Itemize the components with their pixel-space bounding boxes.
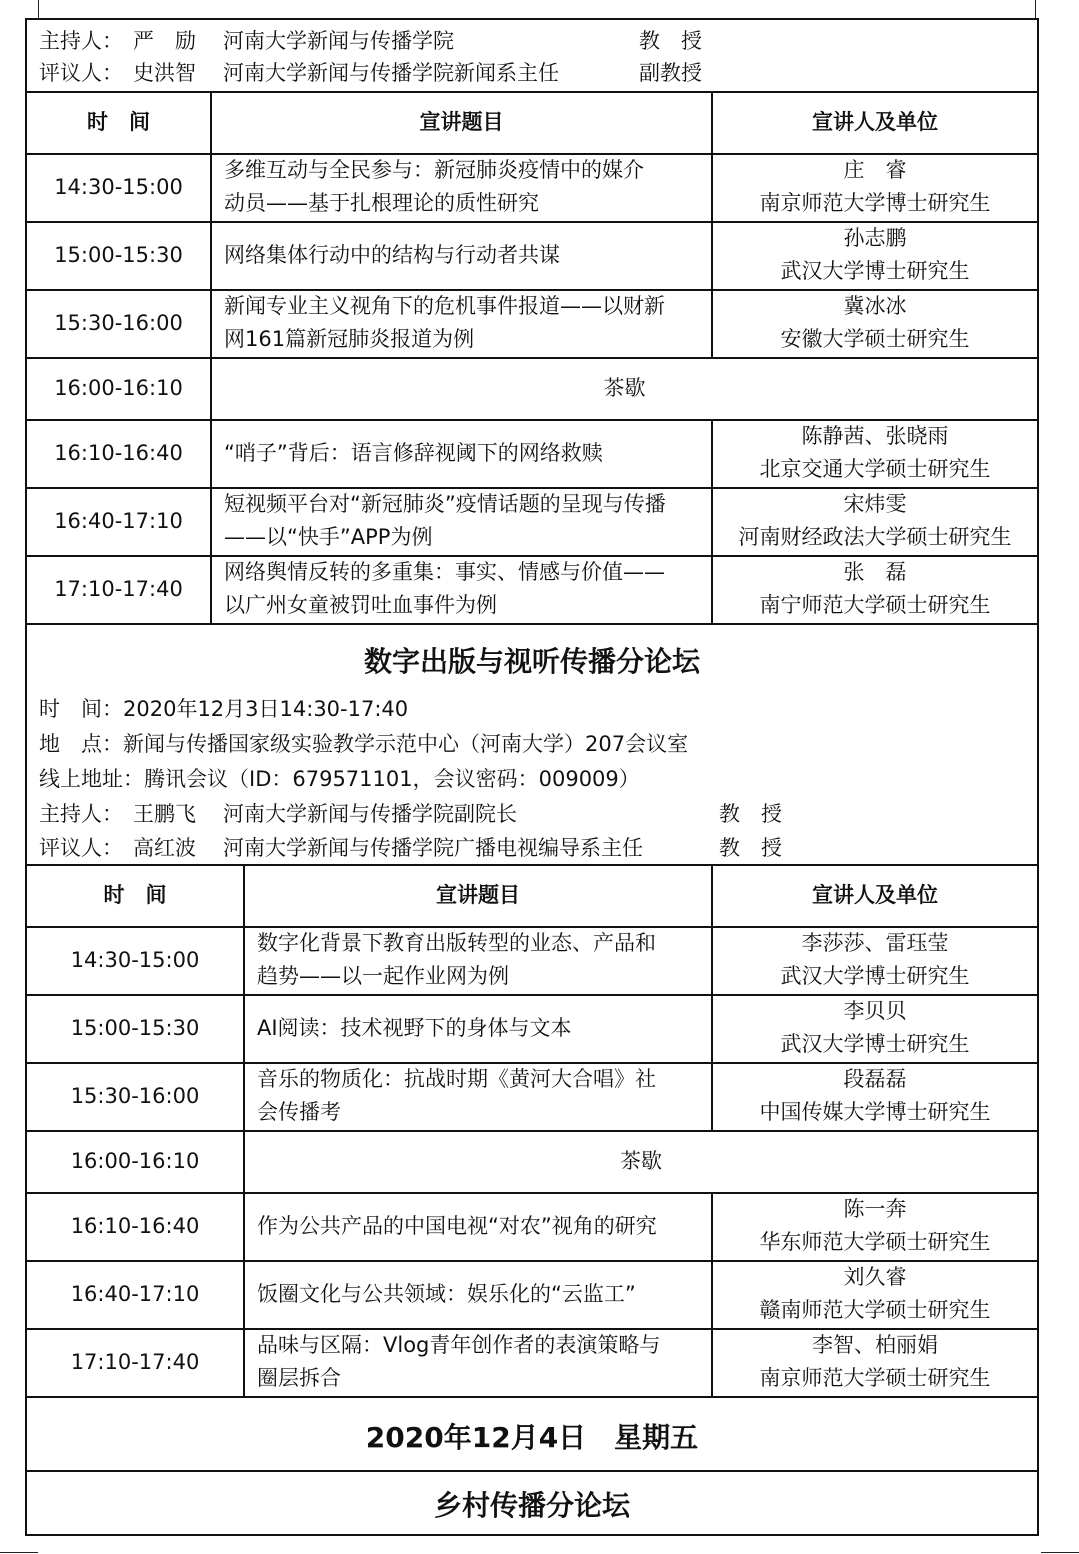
speaker-text — [739, 488, 1012, 554]
time-cell: 14:30-15:00 — [54, 174, 183, 199]
topic-cell — [210, 555, 711, 623]
topic-line-1: “哨子”背后：语言修辞视阈下的网络救赎 — [224, 440, 603, 465]
speaker-cell — [711, 994, 1037, 1062]
speaker-cell — [711, 1260, 1037, 1328]
topic-text — [257, 927, 656, 993]
speaker-name: 宋炜雯 — [843, 492, 907, 516]
reviewer-title: 教 授 — [719, 836, 782, 860]
topic-cell — [210, 153, 711, 221]
speaker-text — [760, 420, 991, 486]
topic-line-2: 以广州女童被罚吐血事件为例 — [224, 593, 497, 617]
session2-info-block — [27, 680, 1037, 866]
speaker-text — [781, 927, 970, 993]
session2-place-line: 地 点：新闻与传播国家级实验教学示范中心（河南大学）207会议室 — [39, 732, 689, 756]
speaker-name: 段磊磊 — [843, 1067, 907, 1091]
session2-online-line: 线上地址：腾讯会议（ID：679571101，会议密码：009009） — [39, 767, 640, 791]
topic-text — [257, 1063, 656, 1129]
topic-line-2: 会传播考 — [257, 1100, 341, 1124]
speaker-name: 张 磊 — [843, 560, 907, 584]
time-cell: 15:30-16:00 — [54, 310, 183, 335]
speaker-name: 冀冰冰 — [843, 294, 907, 318]
topic-line-1: 网络舆情反转的多重集：事实、情感与价值—— — [224, 560, 665, 584]
topic-text — [224, 154, 644, 220]
topic-text — [257, 1329, 660, 1395]
speaker-unit: 中国传媒大学博士研究生 — [759, 1100, 991, 1124]
topic-line-1: 饭圈文化与公共领域：娱乐化的“云监工” — [257, 1281, 636, 1306]
speaker-unit: 赣南师范大学硕士研究生 — [759, 1298, 991, 1322]
speaker-cell — [711, 487, 1037, 555]
topic-line-1: 多维互动与全民参与：新冠肺炎疫情中的媒介 — [224, 158, 644, 182]
speaker-text — [760, 1063, 991, 1129]
header-speaker: 宣讲人及单位 — [711, 91, 1037, 153]
time-cell: 16:40-17:10 — [70, 1281, 200, 1306]
header-topic: 宣讲题目 — [243, 864, 711, 926]
session1-host-block — [27, 20, 1037, 93]
speaker-unit: 武汉大学博士研究生 — [780, 964, 970, 988]
table-header-row — [27, 91, 1037, 155]
table-row — [27, 555, 1037, 625]
reviewer-label: 评议人： — [39, 61, 123, 85]
time-cell: 15:30-16:00 — [70, 1083, 200, 1108]
speaker-cell — [711, 419, 1037, 487]
table-row — [27, 1260, 1037, 1330]
header-time: 时 间 — [87, 109, 150, 134]
table-row — [27, 926, 1037, 996]
table-row — [27, 487, 1037, 557]
page-edge-bottom-right — [1041, 1552, 1079, 1553]
table-row — [27, 153, 1037, 223]
break-row — [27, 357, 1037, 421]
next-forum-title: 乡村传播分论坛 — [433, 1489, 630, 1522]
topic-cell — [210, 289, 711, 357]
table-row — [27, 221, 1037, 291]
speaker-unit: 华东师范大学硕士研究生 — [759, 1230, 991, 1254]
speaker-name: 陈一奔 — [843, 1197, 907, 1221]
topic-text — [257, 1210, 657, 1243]
speaker-text — [760, 1329, 991, 1395]
speaker-name: 李莎莎、雷珏莹 — [801, 931, 949, 955]
topic-line-2: 趋势——以一起作业网为例 — [257, 964, 509, 988]
speaker-name: 李贝贝 — [843, 999, 907, 1023]
header-topic: 宣讲题目 — [210, 91, 711, 153]
table-row — [27, 1062, 1037, 1132]
topic-cell — [243, 1062, 711, 1130]
topic-line-1: 新闻专业主义视角下的危机事件报道——以财新 — [224, 294, 665, 318]
time-cell: 16:10-16:40 — [54, 440, 183, 465]
table-row — [27, 289, 1037, 359]
topic-cell — [243, 1328, 711, 1396]
header-time: 时 间 — [103, 882, 167, 907]
speaker-cell — [711, 926, 1037, 994]
topic-text — [257, 1278, 636, 1311]
reviewer-name: 高红波 — [133, 836, 196, 860]
topic-cell — [243, 926, 711, 994]
table-row — [27, 1192, 1037, 1262]
break-row — [27, 1130, 1037, 1194]
speaker-text — [760, 1193, 991, 1259]
topic-cell — [210, 419, 711, 487]
speaker-cell — [711, 289, 1037, 357]
speaker-unit: 南京师范大学博士研究生 — [759, 191, 991, 215]
topic-text — [224, 556, 665, 622]
time-cell: 17:10-17:40 — [54, 576, 183, 601]
time-cell: 17:10-17:40 — [70, 1349, 200, 1374]
topic-cell — [210, 221, 711, 289]
day-heading-block — [27, 1402, 1037, 1472]
table-row — [27, 994, 1037, 1064]
speaker-text — [760, 154, 991, 220]
topic-cell — [243, 994, 711, 1062]
topic-cell — [243, 1192, 711, 1260]
reviewer-org: 河南大学新闻与传播学院广播电视编导系主任 — [223, 836, 643, 860]
page-edge-bottom-left — [0, 1552, 38, 1553]
table-row — [27, 1328, 1037, 1398]
reviewer-name: 史洪智 — [133, 61, 196, 85]
topic-line-1: 品味与区隔：Vlog青年创作者的表演策略与 — [257, 1333, 661, 1357]
speaker-text — [781, 290, 970, 356]
time-cell: 15:00-15:30 — [54, 242, 183, 267]
speaker-text — [781, 222, 970, 288]
speaker-cell — [711, 555, 1037, 623]
topic-text — [224, 239, 560, 272]
speaker-text — [760, 1261, 991, 1327]
time-cell: 16:00-16:10 — [54, 375, 183, 400]
topic-line-1: 音乐的物质化：抗战时期《黄河大合唱》社 — [257, 1067, 656, 1091]
host-name: 严 励 — [133, 29, 196, 53]
session2-time-line: 时 间：2020年12月3日14:30-17:40 — [39, 697, 409, 721]
reviewer-org: 河南大学新闻与传播学院新闻系主任 — [223, 61, 559, 85]
table-header-row — [27, 864, 1037, 928]
reviewer-title: 副教授 — [639, 61, 702, 85]
speaker-name: 陈静茜、张晓雨 — [801, 424, 949, 448]
page-edge-left — [38, 0, 39, 18]
host-name: 王鹏飞 — [133, 802, 196, 826]
topic-cell — [210, 487, 711, 555]
tea-break-cell: 茶歇 — [210, 357, 1037, 419]
time-cell: 14:30-15:00 — [70, 947, 200, 972]
speaker-unit: 南宁师范大学硕士研究生 — [759, 593, 991, 617]
topic-cell — [243, 1260, 711, 1328]
speaker-unit: 河南财经政法大学硕士研究生 — [738, 525, 1012, 549]
session2-title: 数字出版与视听传播分论坛 — [363, 645, 700, 678]
speaker-unit: 武汉大学博士研究生 — [780, 259, 970, 283]
speaker-name: 刘久睿 — [843, 1265, 907, 1289]
speaker-name: 李智、柏丽娟 — [812, 1333, 938, 1357]
host-label: 主持人： — [39, 29, 123, 53]
host-title: 教 授 — [639, 29, 702, 53]
speaker-name: 孙志鹏 — [843, 226, 907, 250]
topic-line-1: AI阅读：技术视野下的身体与文本 — [257, 1015, 572, 1040]
topic-line-2: 圈层拆合 — [257, 1366, 341, 1390]
page-edge-right — [1035, 0, 1036, 18]
speaker-unit: 北京交通大学硕士研究生 — [759, 457, 991, 481]
speaker-cell — [711, 1192, 1037, 1260]
time-cell: 16:00-16:10 — [70, 1148, 200, 1173]
host-label: 主持人： — [39, 802, 123, 826]
time-cell: 15:00-15:30 — [70, 1015, 200, 1040]
topic-line-2: 动员——基于扎根理论的质性研究 — [224, 191, 539, 215]
speaker-unit: 南京师范大学硕士研究生 — [759, 1366, 991, 1390]
host-org: 河南大学新闻与传播学院 — [223, 29, 454, 53]
host-org: 河南大学新闻与传播学院副院长 — [223, 802, 517, 826]
tea-break-cell: 茶歇 — [243, 1130, 1037, 1192]
speaker-cell — [711, 153, 1037, 221]
day-heading: 2020年12月4日 星期五 — [365, 1421, 699, 1454]
speaker-text — [781, 995, 970, 1061]
topic-line-1: 数字化背景下教育出版转型的业态、产品和 — [257, 931, 656, 955]
topic-text — [224, 290, 665, 356]
topic-line-2: ——以“快手”APP为例 — [224, 525, 433, 549]
schedule-document — [25, 18, 1039, 1536]
header-speaker: 宣讲人及单位 — [711, 864, 1037, 926]
topic-line-1: 网络集体行动中的结构与行动者共谋 — [224, 242, 560, 267]
speaker-text — [760, 556, 991, 622]
speaker-name: 庄 睿 — [843, 158, 907, 182]
topic-text — [257, 1012, 572, 1045]
time-cell: 16:10-16:40 — [70, 1213, 200, 1238]
speaker-cell — [711, 221, 1037, 289]
speaker-unit: 安徽大学硕士研究生 — [780, 327, 970, 351]
host-title: 教 授 — [719, 802, 782, 826]
reviewer-label: 评议人： — [39, 836, 123, 860]
speaker-cell — [711, 1328, 1037, 1396]
topic-line-1: 短视频平台对“新冠肺炎”疫情话题的呈现与传播 — [224, 492, 666, 516]
time-cell: 16:40-17:10 — [54, 508, 183, 533]
speaker-unit: 武汉大学博士研究生 — [780, 1032, 970, 1056]
topic-text — [224, 437, 603, 470]
topic-line-1: 作为公共产品的中国电视“对农”视角的研究 — [257, 1213, 657, 1238]
topic-line-2: 网161篇新冠肺炎报道为例 — [224, 327, 475, 351]
topic-text — [224, 488, 666, 554]
speaker-cell — [711, 1062, 1037, 1130]
table-row — [27, 419, 1037, 489]
